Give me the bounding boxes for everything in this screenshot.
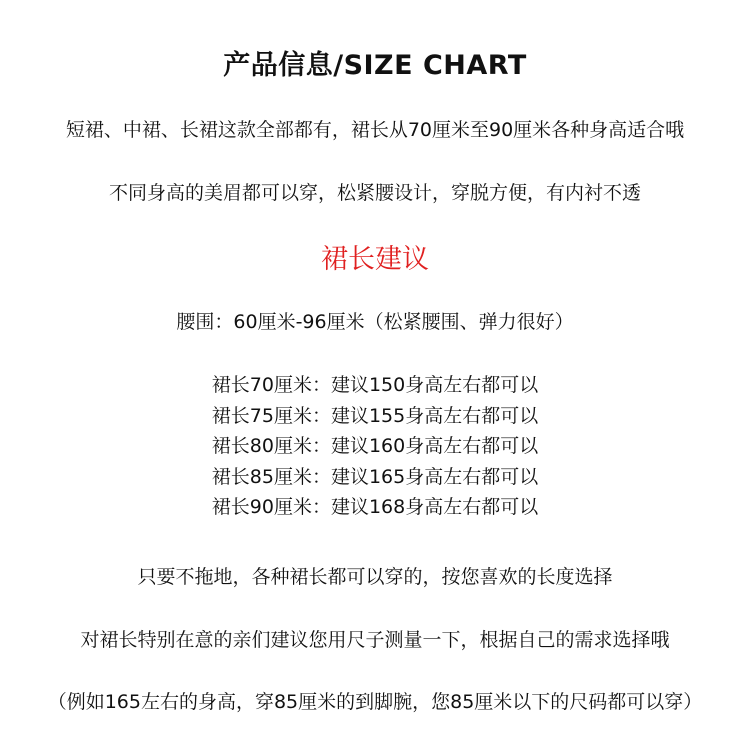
size-recommendation-80: 裙长80厘米：建议160身高左右都可以: [211, 435, 539, 457]
page-title: 产品信息/SIZE CHART: [223, 50, 527, 81]
size-recommendation-list: [0, 376, 750, 529]
note-measure-advice: 对裙长特别在意的亲们建议您用尺子测量一下，根据自己的需求选择哦: [80, 629, 670, 651]
note-length-choice: 只要不拖地，各种裙长都可以穿的，按您喜欢的长度选择: [137, 566, 613, 588]
size-recommendation-75: 裙长75厘米：建议155身高左右都可以: [211, 404, 539, 427]
size-recommendation-85: 裙长85厘米：建议165身高左右都可以: [211, 465, 539, 488]
suggestion-heading: 裙长建议: [321, 244, 429, 275]
intro-line-features: 不同身高的美眉都可以穿，松紧腰设计，穿脱方便，有内衬不透: [108, 182, 641, 204]
note-example: （例如165左右的身高，穿85厘米的到脚腕，您85厘米以下的尺码都可以穿）: [47, 691, 703, 713]
size-recommendation-70: 裙长70厘米：建议150身高左右都可以: [211, 374, 539, 396]
size-recommendation-90: 裙长90厘米：建议168身高左右都可以: [211, 496, 539, 518]
waist-info: 腰围：60厘米-96厘米（松紧腰围、弹力很好）: [176, 311, 574, 333]
intro-line-lengths: 短裙、中裙、长裙这款全部都有，裙长从70厘米至90厘米各种身高适合哦: [65, 119, 685, 141]
